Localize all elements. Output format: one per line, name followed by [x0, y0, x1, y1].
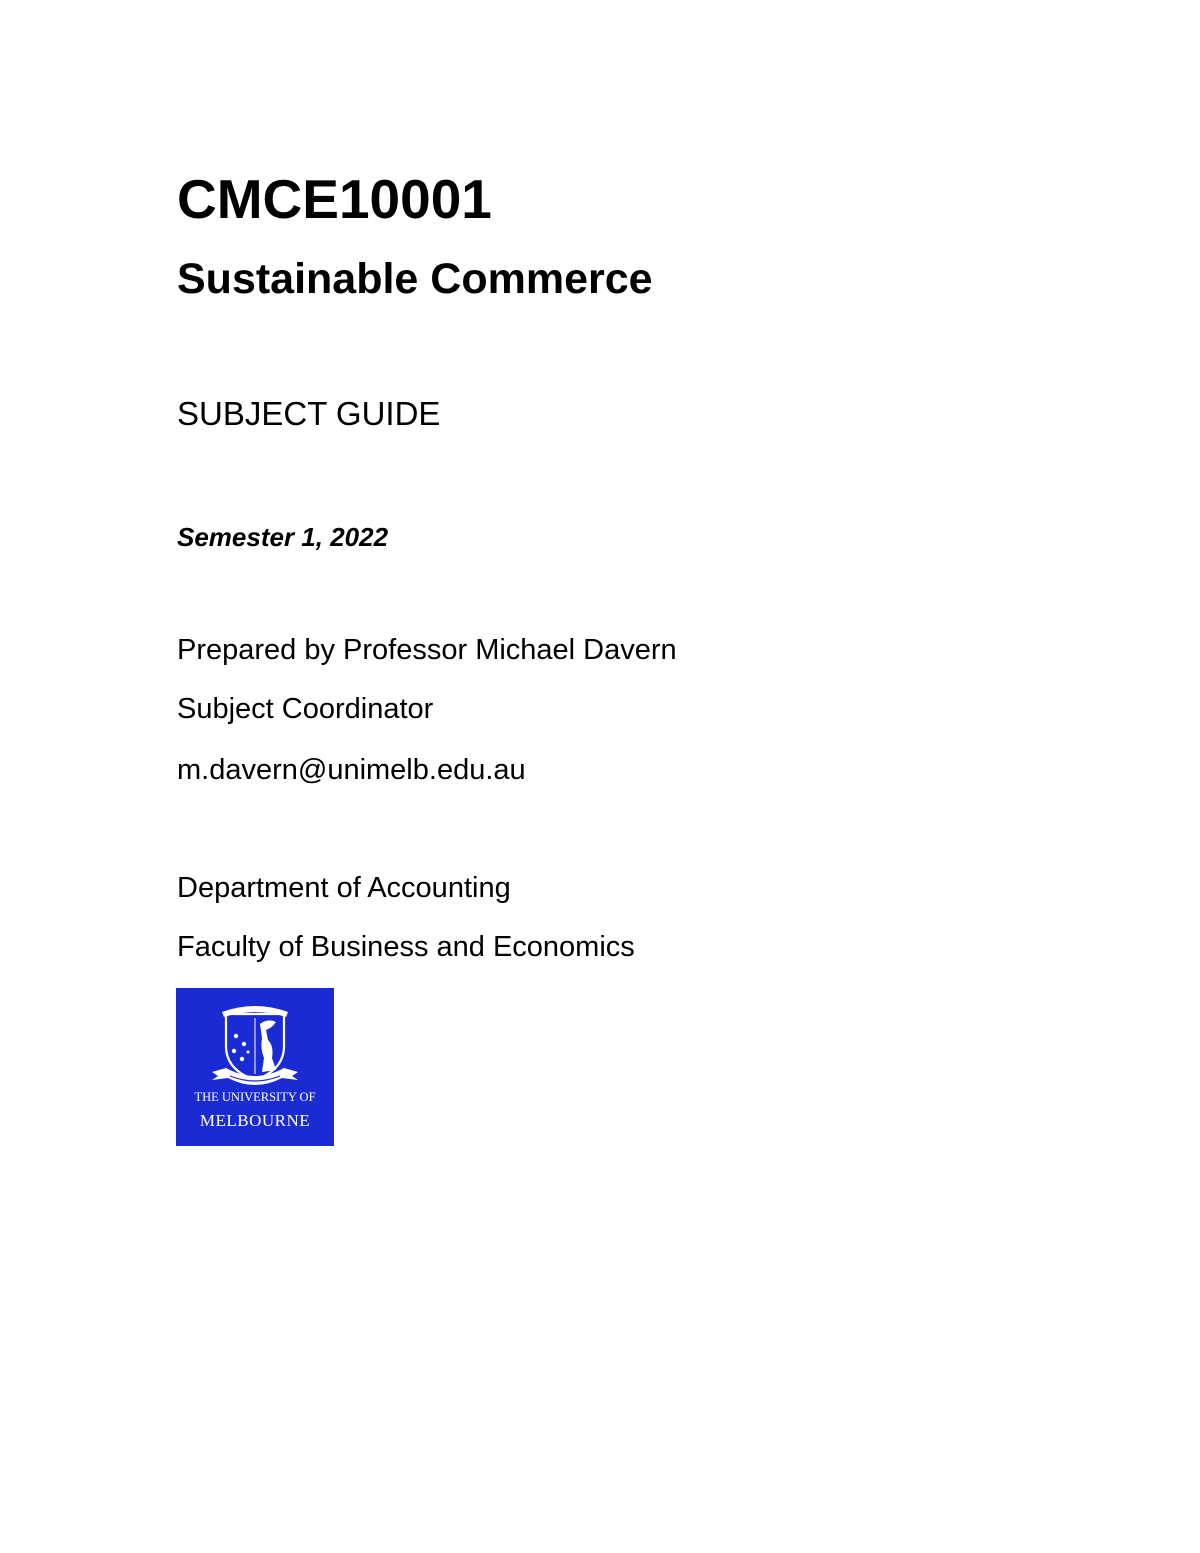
logo-text-melbourne: MELBOURNE [199, 1111, 311, 1130]
semester: Semester 1, 2022 [177, 522, 389, 552]
subject-code: CMCE10001 [177, 168, 492, 230]
faculty: Faculty of Business and Economics [177, 931, 635, 963]
logo-text-university-of: THE UNIVERSITY OF [194, 1090, 316, 1104]
document-type: SUBJECT GUIDE [177, 395, 441, 432]
subject-title: Sustainable Commerce [177, 255, 653, 303]
contact-email: m.davern@unimelb.edu.au [177, 754, 526, 786]
department: Department of Accounting [177, 872, 511, 904]
university-logo [176, 988, 334, 1146]
coordinator-role: Subject Coordinator [177, 693, 434, 725]
prepared-by: Prepared by Professor Michael Davern [177, 634, 677, 666]
